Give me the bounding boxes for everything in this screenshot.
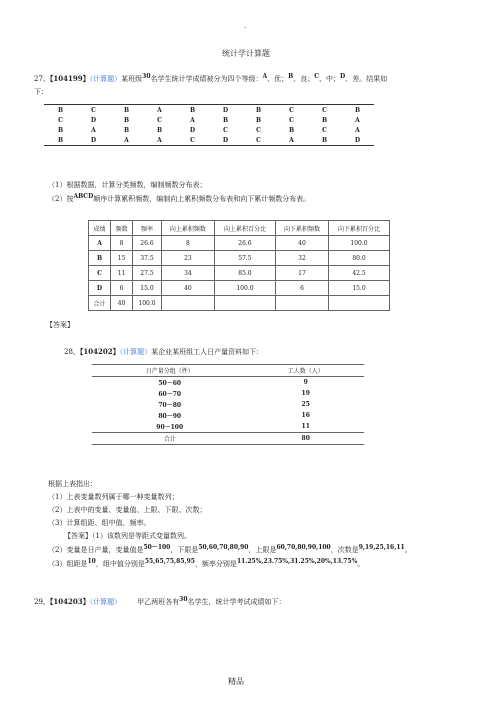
q28-a2-c: ，上限是 — [248, 546, 277, 554]
q28-a2-a: （2）变量是日产量，变量值是 — [48, 546, 144, 554]
table-header-cell: 向下累积百分比 — [329, 221, 390, 236]
grade-cell: B — [288, 126, 295, 134]
q29-line1 — [34, 597, 286, 607]
table-row — [89, 296, 390, 311]
grade-cell: A — [124, 136, 129, 144]
q28-tag: （计算题） — [119, 348, 152, 356]
table-cell: 11 — [111, 266, 133, 281]
grade-cell: B — [57, 106, 64, 114]
table-cell: 23 — [161, 251, 214, 266]
table-cell: 42.5 — [329, 266, 390, 281]
table-cell — [275, 296, 328, 311]
grade-cell: D — [222, 106, 229, 114]
table-header-cell: 向上累积百分比 — [214, 221, 275, 236]
grade-cell: D — [90, 136, 97, 144]
table-cell: 80－90 — [158, 413, 182, 420]
table-cell: 34 — [161, 266, 214, 281]
table-header-row — [89, 221, 390, 236]
q27-text-a: 某班级 — [121, 75, 143, 83]
grade-row — [44, 105, 374, 116]
grade-cell: C — [256, 126, 261, 134]
q27-id: 【104199】 — [49, 74, 90, 83]
q28-answer2 — [48, 545, 412, 555]
grade-cell: C — [289, 106, 294, 114]
q27-g1: A — [262, 73, 268, 80]
table-cell: D — [89, 281, 111, 296]
q28-a3-v2: 55,65,75,85,95 — [144, 558, 195, 565]
q28-a2-v3: 60,70,80,90,100 — [276, 544, 331, 551]
grade-cell: C — [322, 126, 327, 134]
grade-cell: B — [321, 136, 328, 144]
q28-a3-c: ，频率分别是 — [194, 560, 237, 568]
table-row — [89, 251, 390, 266]
table-cell — [329, 296, 390, 311]
table-header-cell: 频率 — [133, 221, 162, 236]
table-cell — [214, 296, 275, 311]
table-cell: 32 — [275, 251, 328, 266]
grade-cell: D — [189, 126, 196, 134]
table-cell: 11 — [301, 423, 310, 430]
q27-g3: C — [314, 73, 320, 80]
table-row — [92, 433, 364, 445]
table-row — [92, 388, 364, 399]
q27-text-b: 名学生统计学成绩被分为四个等级： — [150, 75, 263, 83]
table-cell: 合计 — [163, 436, 176, 443]
table-row — [92, 410, 364, 421]
table-cell: 85.0 — [214, 266, 275, 281]
table-row — [92, 399, 364, 410]
q27-req2 — [48, 194, 310, 204]
table-row — [92, 377, 364, 389]
grade-cell: A — [355, 116, 360, 124]
grade-row — [44, 135, 374, 146]
q27-g2: B — [288, 73, 294, 80]
grade-cell: C — [289, 116, 294, 124]
table-cell: 80.0 — [329, 251, 390, 266]
table-cell — [161, 296, 214, 311]
q28-a3-v3: 11.25%,23.75%,31.25%,20%,13.75% — [236, 558, 358, 565]
q28-num: 28、 — [64, 348, 80, 356]
grade-cell: B — [123, 126, 130, 134]
grade-cell: D — [222, 136, 229, 144]
table-cell: 26.6 — [133, 236, 162, 251]
grade-cell: A — [289, 136, 294, 144]
grade-cell: A — [91, 126, 96, 134]
q27-grade-table — [44, 104, 374, 146]
table-header-cell: 日产量分组（件） — [92, 365, 247, 377]
table-cell: 27.5 — [133, 266, 162, 281]
q28-a2-v1: 50～100 — [143, 544, 171, 551]
grade-cell: B — [156, 126, 163, 134]
q28-line1 — [64, 347, 263, 357]
q27-num: 27、 — [34, 75, 50, 83]
grade-row — [44, 115, 374, 125]
q29-tag: （计算题） — [89, 598, 122, 606]
q28-a2-b: ，下限是 — [170, 546, 199, 554]
table-header-cell: 向上累积频数 — [161, 221, 214, 236]
grade-cell: B — [57, 136, 64, 144]
table-cell: 25 — [301, 401, 310, 408]
q28-req2: （2）上表中的变量、变量值、上限、下限、次数； — [48, 506, 207, 514]
table-row — [89, 281, 390, 296]
q27-line1 — [34, 74, 387, 84]
table-cell: 100.0 — [329, 236, 390, 251]
grade-cell: C — [58, 116, 63, 124]
q29-text-a: 甲乙两班各有 — [137, 598, 180, 606]
q28-a3-d: 。 — [357, 560, 365, 568]
table-cell: 40 — [275, 236, 328, 251]
q27-t1: 、优； — [267, 75, 289, 83]
grade-cell: A — [157, 136, 162, 144]
q27-req1: （1）根据数据，计算分类频数，编制频数分布表； — [48, 181, 207, 189]
q27-t4: 、差。结果如 — [345, 75, 388, 83]
grade-cell: D — [354, 136, 361, 144]
grade-cell: B — [354, 106, 361, 114]
table-cell: 合计 — [89, 296, 111, 311]
grade-cell: B — [255, 106, 262, 114]
q28-a2-d: ，次数是 — [330, 546, 359, 554]
table-cell: 17 — [275, 266, 328, 281]
grade-cell: C — [256, 136, 261, 144]
grade-cell: D — [90, 116, 97, 124]
table-cell: 100.0 — [133, 296, 162, 311]
q29-id: 【104203】 — [49, 597, 90, 606]
q28-id: 【104202】 — [79, 347, 120, 356]
table-header-cell: 成绩 — [89, 221, 111, 236]
table-cell: 15.0 — [329, 281, 390, 296]
grade-cell: B — [222, 116, 229, 124]
grade-cell: C — [223, 126, 228, 134]
table-cell: 50－60 — [158, 380, 182, 387]
table-cell: 90－100 — [156, 424, 184, 431]
table-cell: 100.0 — [214, 281, 275, 296]
grade-cell: C — [91, 106, 96, 114]
q27-req2-a: （2）按 — [48, 195, 74, 203]
grade-cell: C — [157, 116, 162, 124]
table-cell: 70－80 — [158, 402, 182, 409]
q28-req1: （1）上表变量数列属于哪一种变量数列； — [48, 493, 179, 501]
grade-row — [44, 125, 374, 135]
grade-cell: A — [157, 106, 162, 114]
q28-a3-b: ，组中值分别是 — [95, 560, 145, 568]
table-cell: 15.0 — [133, 281, 162, 296]
table-cell: 6 — [275, 281, 328, 296]
q27-req2-code: ABCD — [73, 193, 94, 200]
q29-text-b: 名学生，统计学考试成绩如下： — [187, 598, 286, 606]
q28-answer3 — [48, 559, 364, 569]
table-cell: B — [89, 251, 111, 266]
table-cell: 8 — [111, 236, 133, 251]
table-cell: 9 — [303, 379, 308, 386]
q27-line2: 下： — [34, 88, 48, 96]
grade-cell: B — [123, 116, 130, 124]
q28-a2-v2: 50,60,70,80,90 — [198, 544, 249, 551]
q28-answer1: 【答案】（1）该数列是等距式变量数列。 — [64, 532, 191, 540]
table-cell: 8 — [161, 236, 214, 251]
table-cell: 19 — [301, 390, 310, 397]
table-cell: 15 — [111, 251, 133, 266]
q28-req3: （3）计算组距、组中值、频率。 — [48, 519, 151, 527]
grade-cell: A — [355, 126, 360, 134]
table-cell: 80 — [301, 435, 310, 442]
q27-req2-b: 顺序计算累积频数，编制向上累积频数分布表和向下累计频数分布表。 — [93, 195, 311, 203]
q27-tag: （计算题） — [89, 75, 122, 83]
q28-a3-v1: 10 — [87, 558, 96, 565]
table-header-row — [92, 365, 364, 377]
grade-cell: C — [322, 106, 327, 114]
grade-cell: C — [190, 136, 195, 144]
table-row — [92, 421, 364, 433]
table-cell: C — [89, 266, 111, 281]
q28-output-table — [92, 364, 364, 445]
grade-cell: B — [123, 106, 130, 114]
table-header-cell: 工人数（人） — [247, 365, 364, 377]
grade-cell: B — [321, 116, 328, 124]
grade-cell: B — [57, 126, 64, 134]
table-cell: 57.5 — [214, 251, 275, 266]
grade-cell: A — [190, 116, 195, 124]
q29-n: 30 — [179, 596, 188, 603]
q27-n: 30 — [142, 73, 151, 80]
q28-a2-v4: 9,19,25,16,11 — [358, 544, 405, 551]
q28-a3-a: （3）组距是 — [48, 560, 88, 568]
table-cell: 40 — [161, 281, 214, 296]
q27-t3: 、中； — [319, 75, 341, 83]
table-cell: 40 — [111, 296, 133, 311]
q27-answer: 【答案】 — [46, 321, 74, 329]
table-cell: 26.6 — [214, 236, 275, 251]
q27-t2: 、良； — [293, 75, 315, 83]
header-dot: . — [244, 22, 247, 30]
table-cell: 37.5 — [133, 251, 162, 266]
q28-text: 某企业某班组工人日产量资料如下： — [151, 348, 264, 356]
q29-num: 29、 — [34, 598, 50, 606]
table-header-cell: 向下累积频数 — [275, 221, 328, 236]
page-title: 统计学计算题 — [222, 49, 270, 58]
grade-cell: B — [255, 116, 262, 124]
grade-cell: B — [189, 106, 196, 114]
table-row — [89, 236, 390, 251]
table-cell: A — [89, 236, 111, 251]
table-cell: 60－70 — [158, 391, 182, 398]
q27-g4: D — [340, 73, 346, 80]
footer-label: 精品 — [228, 677, 244, 686]
table-cell: 6 — [111, 281, 133, 296]
table-row — [89, 266, 390, 281]
q28-a2-e: 。 — [404, 546, 412, 554]
table-header-cell: 频数 — [111, 221, 133, 236]
q28-intro: 根据上表指出： — [48, 480, 97, 488]
q27-frequency-table — [88, 220, 390, 311]
table-cell: 16 — [301, 412, 310, 419]
